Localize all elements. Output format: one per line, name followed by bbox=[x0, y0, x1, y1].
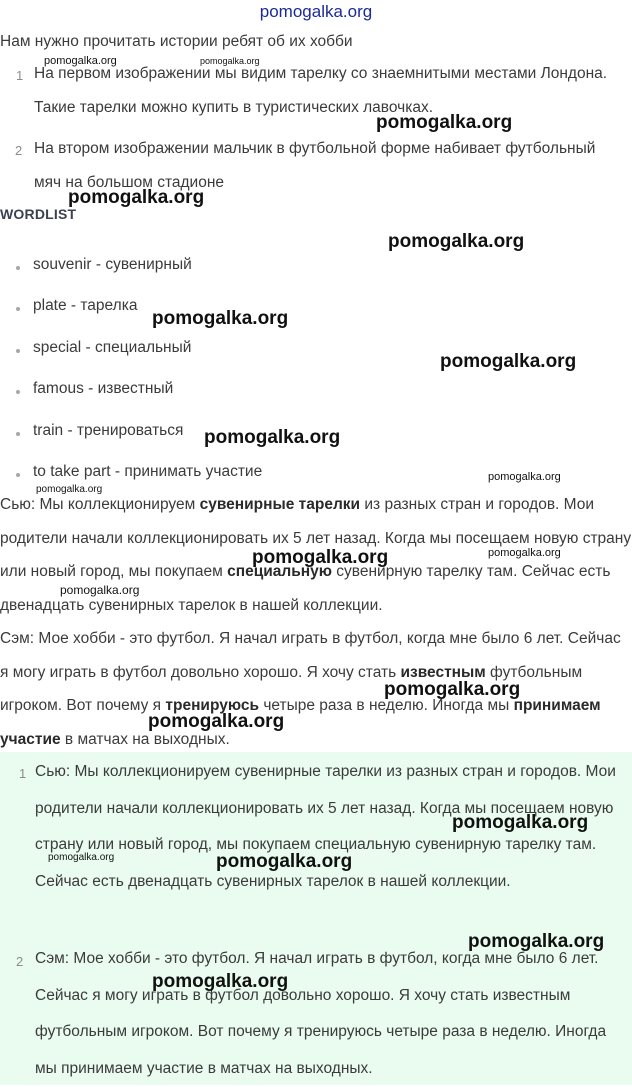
text-span: из разных стран и городов. Мои родители начали коллекционировать их 5 лет назад. Когда мы посещаем новую страну или новый город, мы покупаем bbox=[0, 496, 632, 580]
wordlist-item: special - специальный bbox=[33, 339, 192, 356]
picture-number-2: 2 bbox=[15, 143, 23, 158]
watermark: pomogalka.org bbox=[252, 547, 389, 568]
bold-word: известным bbox=[400, 663, 486, 681]
wordlist-item: to take part - принимать участие bbox=[33, 463, 263, 480]
watermark: pomogalka.org bbox=[204, 427, 341, 448]
bold-word: специальную bbox=[227, 563, 332, 580]
bullet-icon bbox=[16, 266, 20, 270]
text-span: Сью: Мы коллекционируем bbox=[0, 496, 200, 513]
bold-word: принимаем участие bbox=[0, 697, 601, 748]
watermark: pomogalka.org bbox=[148, 711, 285, 732]
wordlist-item: famous - известный bbox=[33, 380, 174, 397]
watermark: pomogalka.org bbox=[452, 812, 589, 833]
watermark: pomogalka.org bbox=[68, 187, 205, 208]
text-span: в матчах на выходных. bbox=[60, 730, 230, 748]
wordlist-heading: WORDLIST bbox=[0, 206, 77, 222]
text-span: четыре раза в неделю. Иногда мы bbox=[259, 697, 514, 714]
watermark: pomogalka.org bbox=[488, 547, 561, 559]
picture-number-1: 1 bbox=[16, 68, 24, 83]
bold-word: сувенирные тарелки bbox=[199, 496, 361, 513]
watermark: pomogalka.org bbox=[376, 112, 513, 133]
intro-text: Нам нужно прочитать истории ребят об их хобби bbox=[0, 33, 353, 50]
watermark: pomogalka.org bbox=[216, 851, 353, 872]
answer-box bbox=[0, 752, 632, 1085]
text-span: футбольным игроком. Вот почему я bbox=[0, 663, 583, 714]
watermark: pomogalka.org bbox=[200, 56, 260, 66]
bullet-icon bbox=[16, 473, 20, 477]
watermark: pomogalka.org bbox=[488, 471, 561, 483]
watermark: pomogalka.org bbox=[44, 55, 117, 67]
watermark: pomogalka.org bbox=[36, 484, 103, 495]
watermark: pomogalka.org bbox=[152, 308, 289, 329]
wordlist-item: souvenir - сувенирный bbox=[33, 256, 192, 273]
watermark: pomogalka.org bbox=[440, 351, 577, 372]
answer-text-1: Сью: Мы коллекционируем сувенирные тарелки из разных стран и городов. Мои родители начали коллекционировать их 5 лет назад. Когда мы посещаем новую страну или новый город, мы покупаем специальную сувенирную тарелку там. Сейчас есть двенадцать сувенирных тарелок в нашей коллекции. bbox=[35, 763, 616, 890]
text-span: Сэм: Мое хобби - это футбол. Я начал играть в футбол, когда мне было 6 лет. Сейчас я могу играть в футбол довольно хорошо. Я хочу стать bbox=[0, 630, 621, 681]
watermark: pomogalka.org bbox=[384, 679, 521, 700]
watermark: pomogalka.org bbox=[468, 931, 605, 952]
watermark: pomogalka.org bbox=[60, 583, 140, 597]
bullet-icon bbox=[16, 390, 20, 394]
bold-word: тренируюсь bbox=[165, 697, 260, 714]
sam-paragraph bbox=[0, 622, 632, 756]
picture-description-1: На первом изображении мы видим тарелку со знаемнитыми местами Лондона. Такие тарелки можно купить в туристических лавочках. bbox=[34, 65, 608, 116]
watermark: pomogalka.org bbox=[152, 971, 289, 992]
answer-number-1: 1 bbox=[19, 766, 27, 781]
watermark: pomogalka.org bbox=[388, 231, 525, 252]
top-watermark: pomogalka.org bbox=[259, 2, 373, 21]
text-span: сувенирную тарелку там. Сейчас есть двенадцать сувенирных тарелок в нашей коллекции. bbox=[0, 563, 611, 614]
wordlist-item: train - тренироваться bbox=[33, 422, 184, 439]
answer-text-2: Сэм: Мое хобби - это футбол. Я начал играть в футбол, когда мне было 6 лет. Сейчас я могу играть в футбол довольно хорошо. Я хочу стать известным футбольным игроком. Вот почему я тренируюсь четыре раза в неделю. Иногда мы принимаем участие в матчах на выходных. bbox=[35, 950, 607, 1077]
bullet-icon bbox=[16, 307, 20, 311]
wordlist-item: plate - тарелка bbox=[33, 297, 138, 314]
filled-text-block bbox=[0, 488, 632, 756]
watermark: pomogalka.org bbox=[48, 852, 115, 863]
picture-description-2: На втором изображении мальчик в футбольной форме набивает футбольный мяч на большом стадионе bbox=[34, 140, 596, 191]
bullet-icon bbox=[16, 432, 20, 436]
answer-number-2: 2 bbox=[16, 954, 24, 969]
bullet-icon bbox=[16, 349, 20, 353]
